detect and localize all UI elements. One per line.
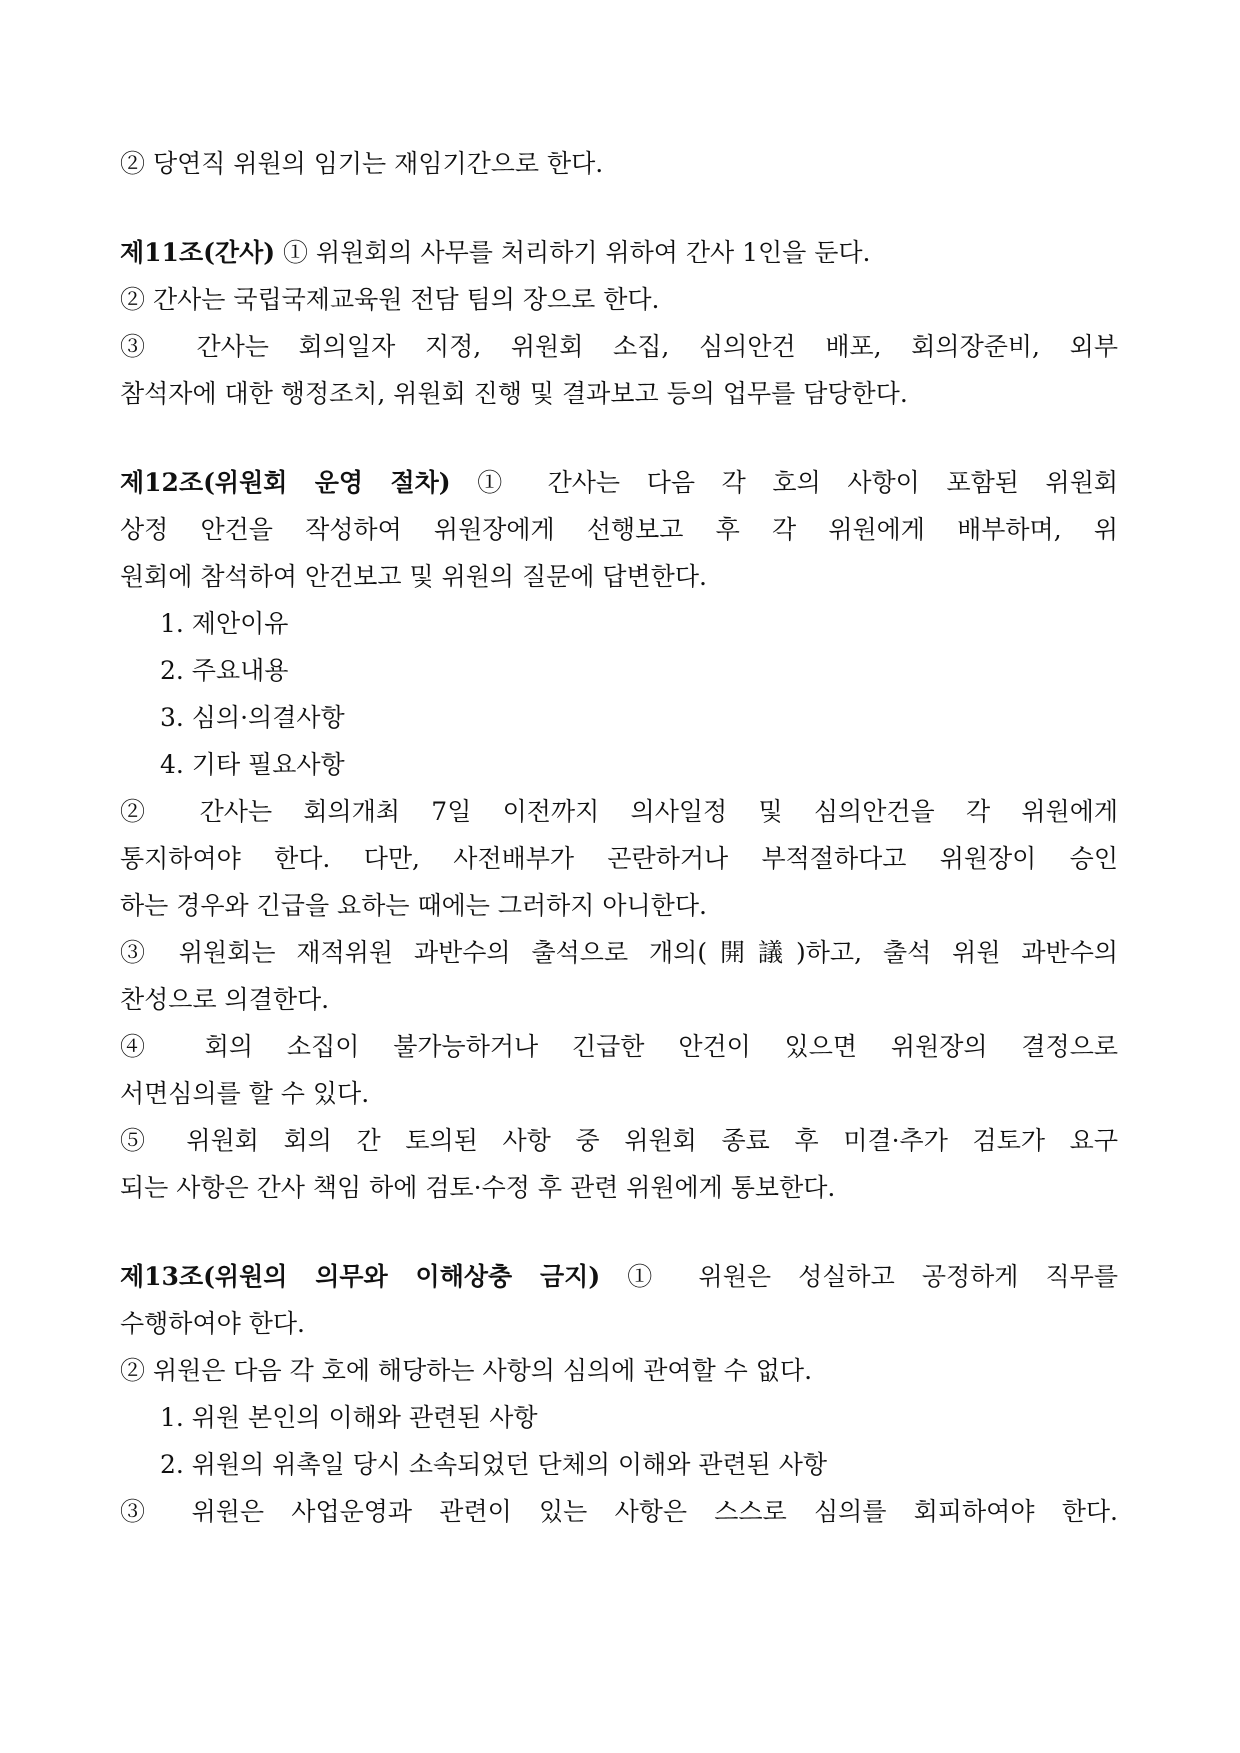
paragraph-line: 통지하여야 한다. 다만, 사전배부가 곤란하거나 부적절하다고 위원장이 승인 xyxy=(120,844,1118,873)
paragraph-line: 원회에 참석하여 안건보고 및 위원의 질문에 답변한다. xyxy=(120,562,707,591)
paragraph-line: ② 간사는 국립국제교육원 전담 팀의 장으로 한다. xyxy=(120,285,660,314)
list-item: 2. 주요내용 xyxy=(160,656,289,685)
document-page xyxy=(120,140,1118,1535)
paragraph-line: 찬성으로 의결한다. xyxy=(120,985,330,1014)
paragraph-line: ② 간사는 회의개최 7일 이전까지 의사일정 및 심의안건을 각 위원에게 xyxy=(120,797,1118,826)
article-12-title: 제12조(위원회 운영 절차) xyxy=(120,468,451,497)
article-11-title: 제11조(간사) xyxy=(120,238,276,267)
article-12-clause-1: ① 간사는 다음 각 호의 사항이 포함된 위원회 xyxy=(477,468,1118,497)
paragraph-line: ② 위원은 다음 각 호에 해당하는 사항의 심의에 관여할 수 없다. xyxy=(120,1356,813,1385)
article-13-clause-1: ① 위원은 성실하고 공정하게 직무를 xyxy=(627,1262,1118,1291)
paragraph-line: 되는 사항은 간사 책임 하에 검토·수정 후 관련 위원에게 통보한다. xyxy=(120,1173,836,1202)
list-item: 2. 위원의 위촉일 당시 소속되었던 단체의 이해와 관련된 사항 xyxy=(160,1450,828,1479)
paragraph-line: ③ 위원은 사업운영과 관련이 있는 사항은 스스로 심의를 회피하여야 한다. xyxy=(120,1497,1118,1526)
list-item: 1. 제안이유 xyxy=(160,609,289,638)
paragraph-line: ⑤ 위원회 회의 간 토의된 사항 중 위원회 종료 후 미결·추가 검토가 요구 xyxy=(120,1126,1118,1155)
paragraph-line: ③ 간사는 회의일자 지정, 위원회 소집, 심의안건 배포, 회의장준비, 외부 xyxy=(120,332,1118,361)
section-gap xyxy=(120,1211,1118,1253)
paragraph-line: ④ 회의 소집이 불가능하거나 긴급한 안건이 있으면 위원장의 결정으로 xyxy=(120,1032,1118,1061)
list-item: 1. 위원 본인의 이해와 관련된 사항 xyxy=(160,1403,538,1432)
paragraph-line: 상정 안건을 작성하여 위원장에게 선행보고 후 각 위원에게 배부하며, 위 xyxy=(120,515,1118,544)
paragraph-line: 서면심의를 할 수 있다. xyxy=(120,1079,370,1108)
paragraph-line: 하는 경우와 긴급을 요하는 때에는 그러하지 아니한다. xyxy=(120,891,707,920)
paragraph-line: 참석자에 대한 행정조치, 위원회 진행 및 결과보고 등의 업무를 담당한다. xyxy=(120,379,908,408)
section-gap xyxy=(120,417,1118,459)
paragraph-line: ③ 위원회는 재적위원 과반수의 출석으로 개의(開議)하고, 출석 위원 과반수의 xyxy=(120,938,1118,967)
list-item: 4. 기타 필요사항 xyxy=(160,750,345,779)
paragraph-line: 수행하여야 한다. xyxy=(120,1309,305,1338)
section-gap xyxy=(120,187,1118,229)
article-11-clause-1: ① 위원회의 사무를 처리하기 위하여 간사 1인을 둔다. xyxy=(283,238,871,267)
article-13-heading-line xyxy=(120,1253,1118,1300)
list-item: 3. 심의·의결사항 xyxy=(160,703,345,732)
article-13-title: 제13조(위원의 의무와 이해상충 금지) xyxy=(120,1262,601,1291)
article-12-heading-line xyxy=(120,459,1118,506)
paragraph-line: ② 당연직 위원의 임기는 재임기간으로 한다. xyxy=(120,149,604,178)
article-11-heading-line xyxy=(120,229,1118,276)
